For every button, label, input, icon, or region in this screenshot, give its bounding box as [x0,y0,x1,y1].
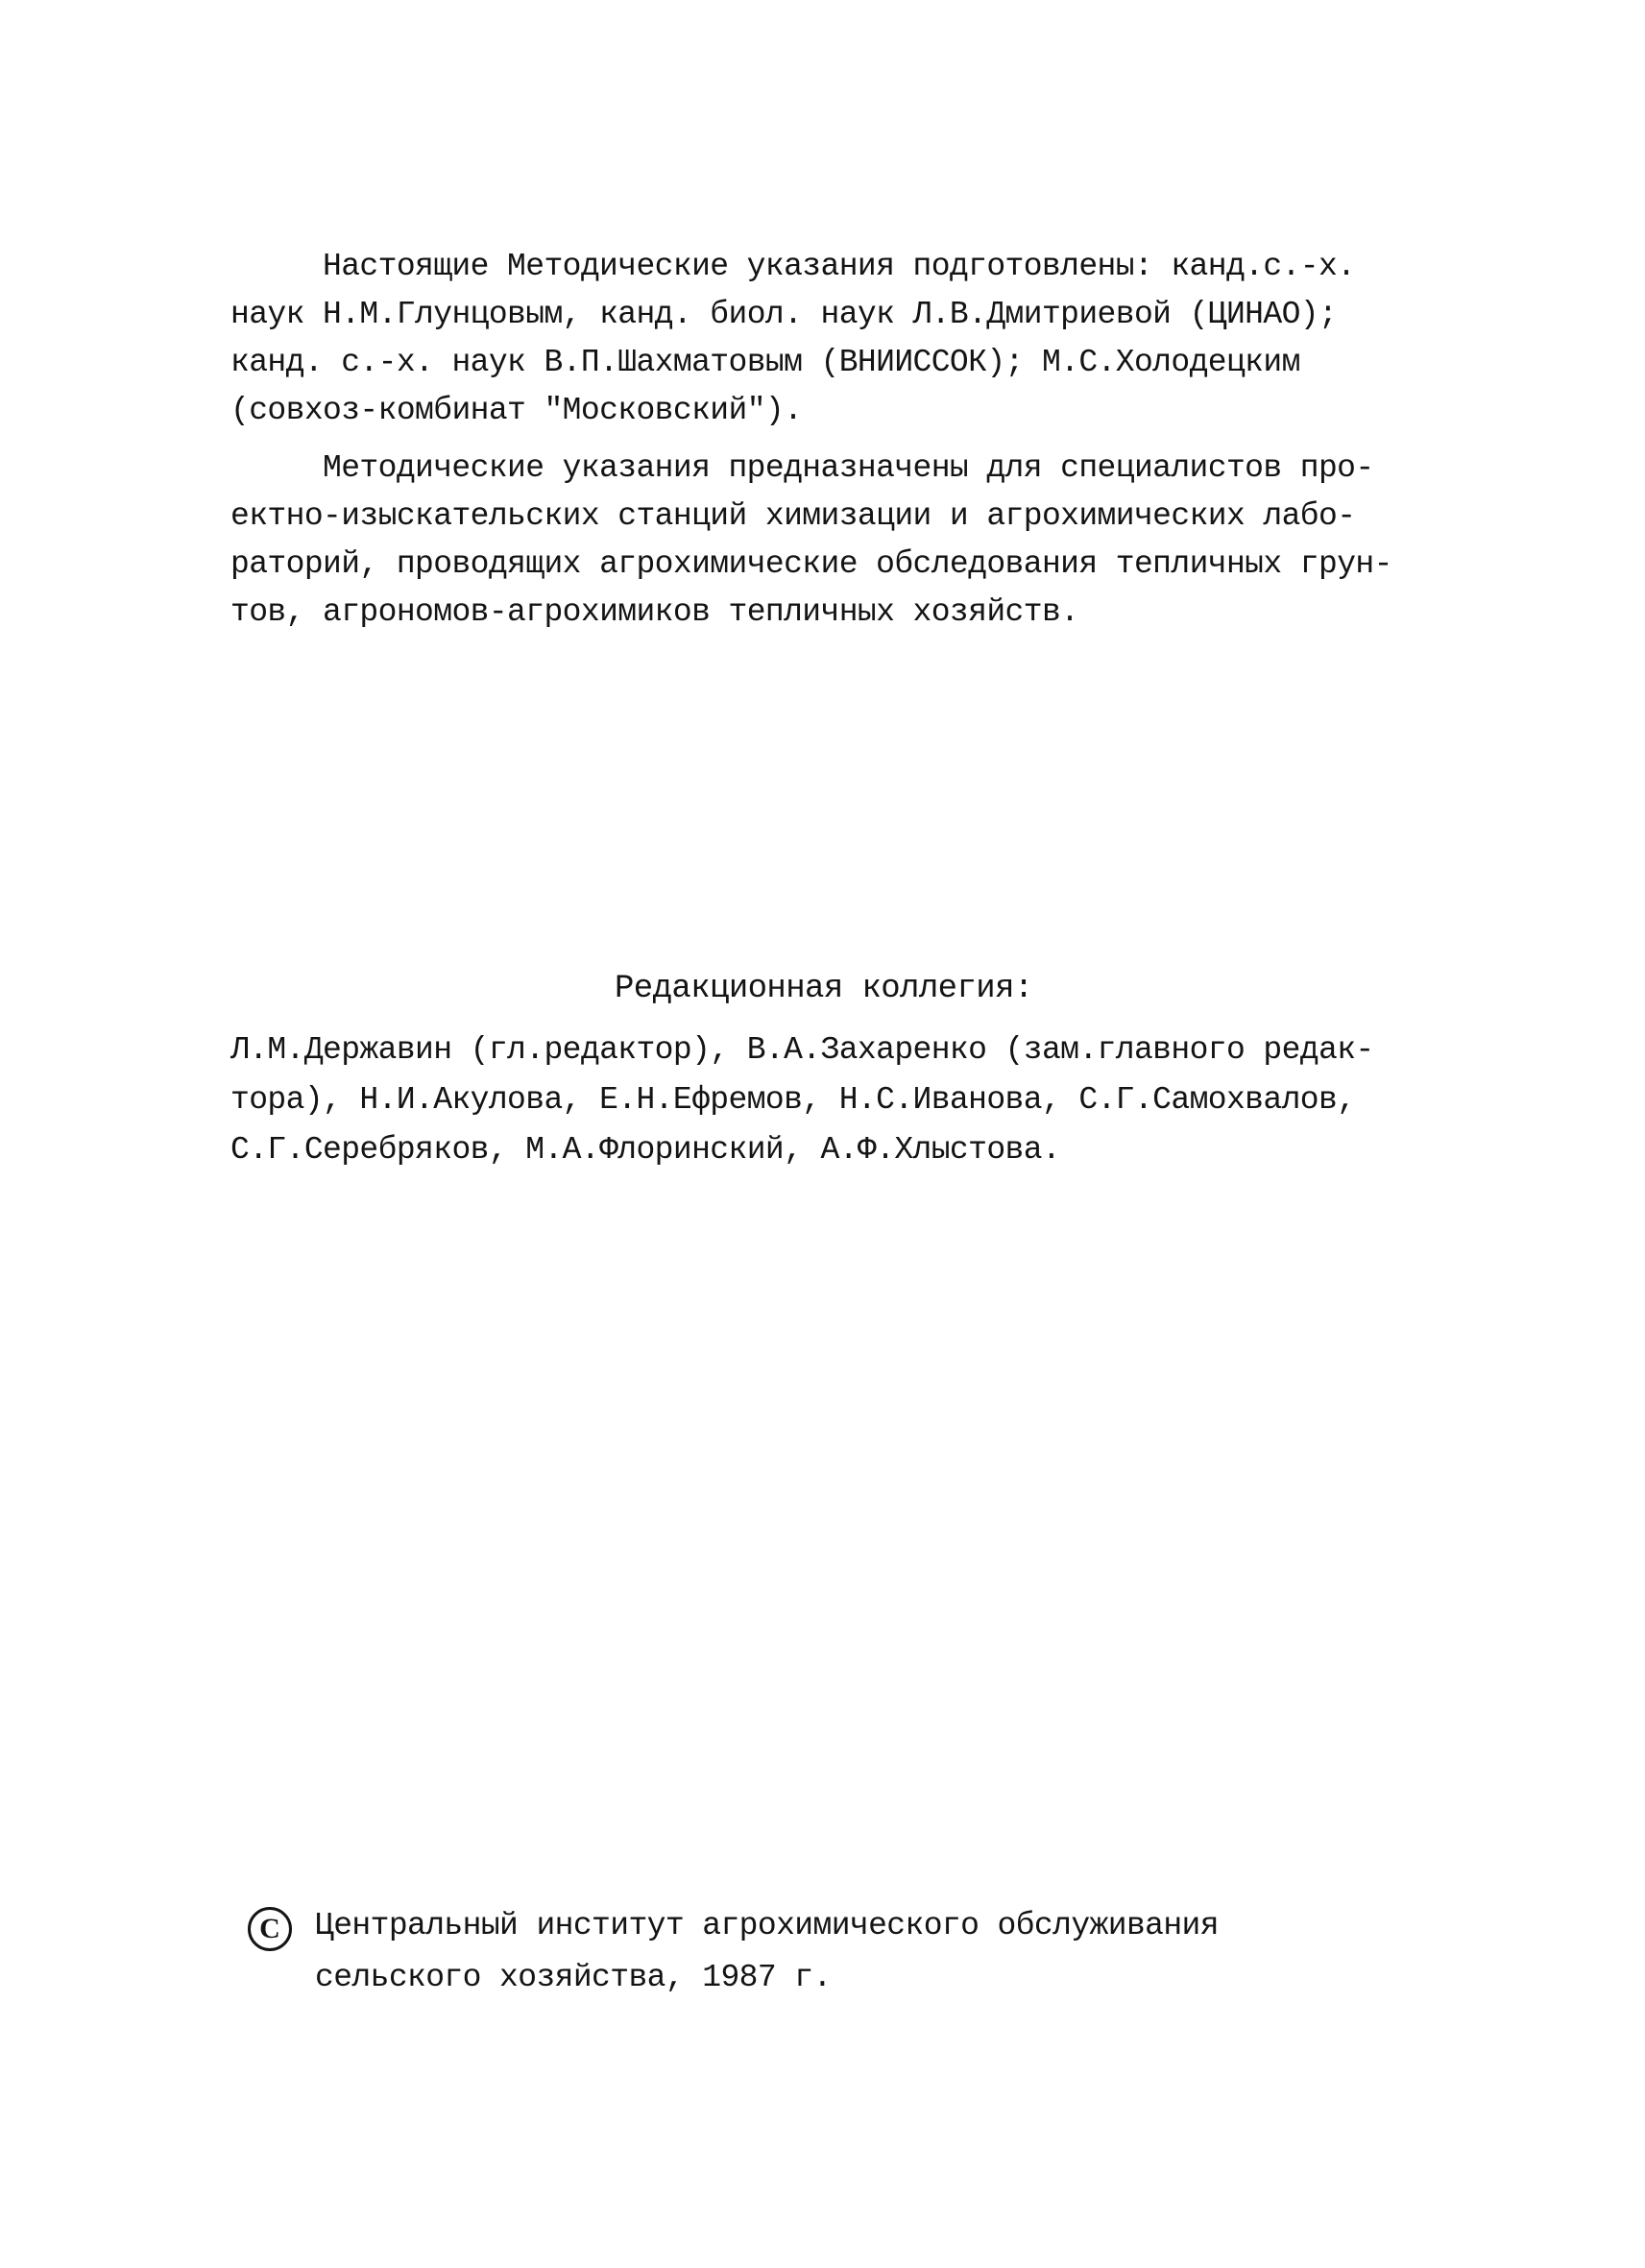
credits-line: (совхоз-комбинат "Московский"). [230,393,803,428]
copyright-line: сельского хозяйства, 1987 г. [315,1960,832,1995]
credits-line: наук Н.М.Глунцовым, канд. биол. наук Л.В.Дмитриевой (ЦИНАО); [230,297,1338,332]
editorial-board-line: тора), Н.И.Акулова, Е.Н.Ефремов, Н.С.Иванова, С.Г.Самохвалов, [230,1082,1356,1118]
purpose-line: тов, агрономов-агрохимиков тепличных хозяйств. [230,594,1079,630]
credits-line: канд. с.-х. наук В.П.Шахматовым (ВНИИССОК); М.С.Холодецким [230,345,1300,380]
credits-line: Настоящие Методические указания подготовлены: канд.с.-х. [323,249,1356,284]
editorial-board-line: Л.М.Державин (гл.редактор), В.А.Захаренко (зам.главного редак- [230,1032,1374,1068]
purpose-line: ектно-изыскательских станций химизации и агрохимических лабо- [230,498,1356,534]
copyright-line: Центральный институт агрохимического обслуживания [315,1908,1219,1943]
purpose-line: раторий, проводящих агрохимические обследования тепличных грун- [230,546,1392,582]
copyright-icon: C [248,1907,292,1951]
purpose-line: Методические указания предназначены для специалистов про- [323,450,1374,486]
editorial-board-line: С.Г.Серебряков, М.А.Флоринский, А.Ф.Хлыстова. [230,1132,1061,1168]
editorial-board-heading: Редакционная коллегия: [615,971,1033,1007]
